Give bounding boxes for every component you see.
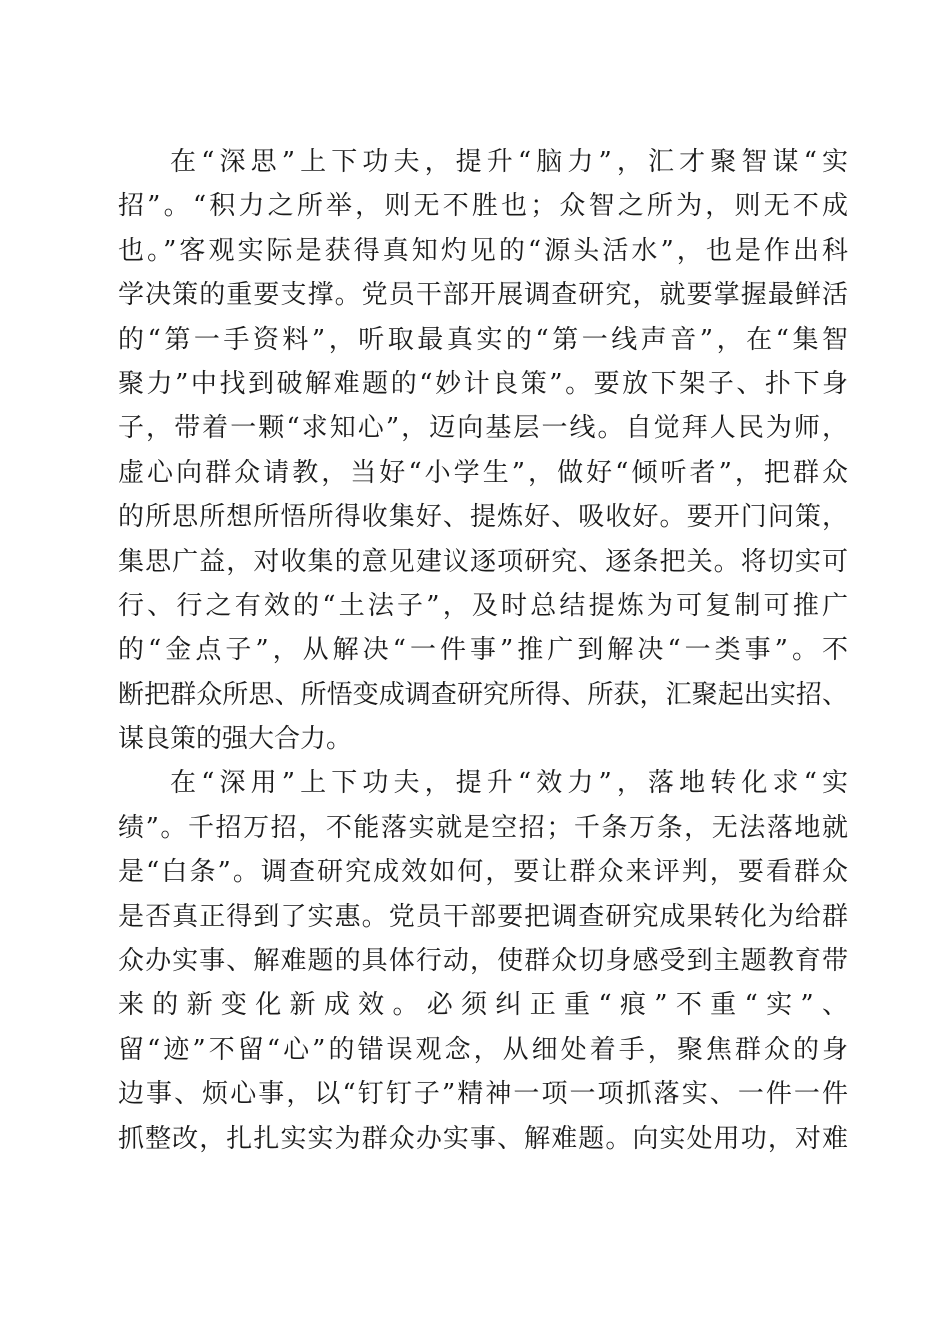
paragraph-1-line-13: 断把群众所思、所悟变成调查研究所得、所获，汇聚起出实招、 [118,679,848,710]
paragraph-2-line-4: 是否真正得到了实惠。党员干部要把调查研究成果转化为给群 [118,901,848,932]
paragraph-2-line-6: 来的新变化新成效。必须纠正重“痕”不重“实”、 [118,990,848,1021]
paragraph-2-line-3: 是“白条”。调查研究成效如何，要让群众来评判，要看群众 [118,857,848,888]
paragraph-1-line-11: 行、行之有效的“土法子”，及时总结提炼为可复制可推广 [118,590,848,621]
paragraph-1-line-6: 聚力”中找到破解难题的“妙计良策”。要放下架子、扑下身 [118,368,848,399]
body-text [118,140,848,1161]
paragraph-1-line-14: 谋良策的强大合力。 [118,724,353,755]
paragraph-2-line-7: 留“迹”不留“心”的错误观念，从细处着手，聚焦群众的身 [118,1034,848,1065]
paragraph-1-line-9: 的所思所想所悟所得收集好、提炼好、吸收好。要开门问策， [118,502,848,533]
paragraph-1-line-4: 学决策的重要支撑。党员干部开展调查研究，就要掌握最鲜活 [118,280,848,311]
paragraph-2-line-1: 在“深用”上下功夫，提升“效力”，落地转化求“实 [170,768,848,799]
paragraph-2-line-2: 绩”。千招万招，不能落实就是空招；千条万条，无法落地就 [118,812,848,843]
paragraph-2-line-9: 抓整改，扎扎实实为群众办实事、解难题。向实处用功，对难 [118,1123,848,1154]
paragraph-1-line-12: 的“金点子”，从解决“一件事”推广到解决“一类事”。不 [118,635,848,666]
paragraph-1-line-3: 也。”客观实际是获得真知灼见的“源头活水”，也是作出科 [118,235,848,266]
paragraph-2-line-8: 边事、烦心事，以“钉钉子”精神一项一项抓落实、一件一件 [118,1079,848,1110]
paragraph-1-line-5: 的“第一手资料”，听取最真实的“第一线声音”，在“集智 [118,324,848,355]
paragraph-1-line-10: 集思广益，对收集的意见建议逐项研究、逐条把关。将切实可 [118,546,848,577]
paragraph-1-line-1: 在“深思”上下功夫，提升“脑力”，汇才聚智谋“实 [170,147,848,177]
paragraph-2-line-5: 众办实事、解难题的具体行动，使群众切身感受到主题教育带 [118,946,848,977]
paragraph-1-line-2: 招”。“积力之所举，则无不胜也；众智之所为，则无不成 [118,191,848,222]
paragraph-1-line-8: 虚心向群众请教，当好“小学生”，做好“倾听者”，把群众 [118,457,848,488]
paragraph-1-line-7: 子，带着一颗“求知心”，迈向基层一线。自觉拜人民为师， [118,413,848,444]
